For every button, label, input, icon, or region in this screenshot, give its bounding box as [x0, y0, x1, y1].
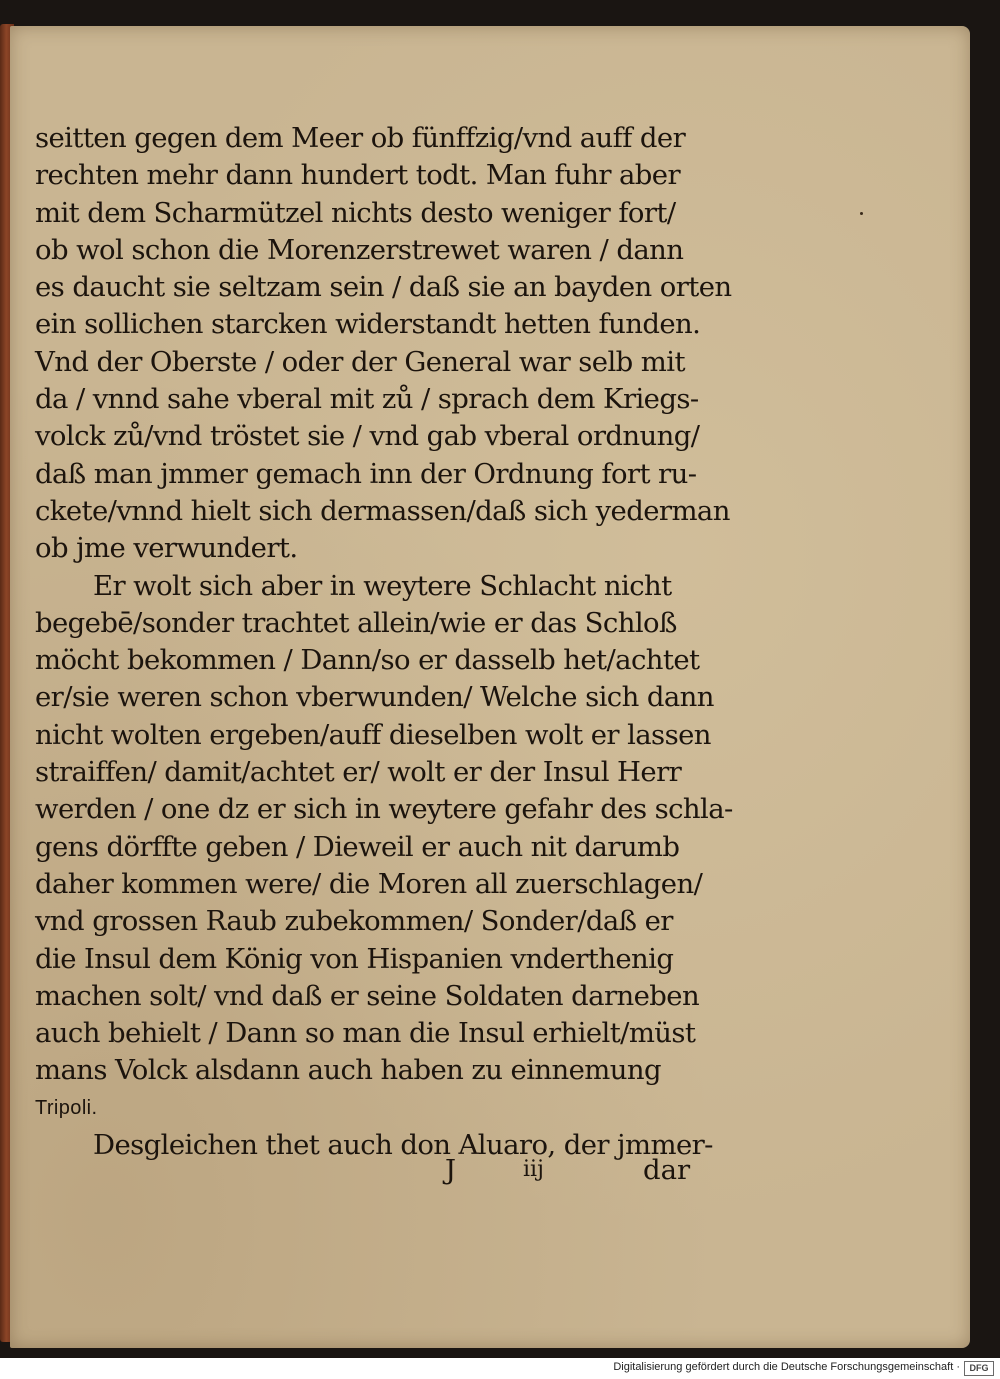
text-line-tripoli: Tripoli. — [35, 1096, 98, 1119]
ink-speck — [860, 212, 863, 215]
text-line: nicht wolten ergeben/auff dieselben wolt er lassen — [35, 718, 711, 751]
text-line: daher kommen were/ die Moren all zuerschlagen/ — [35, 867, 703, 900]
text-line: machen solt/ vnd daß er seine Soldaten darneben — [35, 979, 700, 1012]
dfg-logo-icon: DFG — [964, 1361, 994, 1376]
text-line: ob wol schon die Morenzerstrewet waren / dann — [35, 233, 684, 266]
text-line: auch behielt / Dann so man die Insul erhielt/müst — [35, 1017, 696, 1050]
signature-mark: J — [445, 1154, 457, 1186]
text-line: da / vnnd sahe vberal mit zů / sprach dem Kriegs- — [35, 383, 699, 416]
text-line: daß man jmmer gemach inn der Ordnung fort ru- — [35, 457, 697, 490]
text-line: ob jme verwundert. — [35, 532, 298, 565]
text-line: rechten mehr dann hundert todt. Man fuhr aber — [35, 159, 681, 192]
text-line: ckete/vnnd hielt sich dermassen/daß sich yederman — [35, 494, 730, 527]
text-line: gens dörffte geben / Dieweil er auch nit darumb — [35, 830, 680, 863]
footer-bar — [0, 1358, 1000, 1379]
text-line: volck zů/vnd tröstet sie / vnd gab vberal ordnung/ — [35, 420, 700, 453]
footer-credit: Digitalisierung gefördert durch die Deutsche Forschungsgemeinschaft · — [613, 1361, 960, 1373]
text-line: seitten gegen dem Meer ob fünffzig/vnd auff der — [35, 122, 686, 154]
text-line: er/sie weren schon vberwunden/ Welche sich dann — [35, 681, 714, 714]
paragraph-start-line: Desgleichen thet auch don Aluaro, der jmmer- — [93, 1129, 713, 1162]
text-line: ein sollichen starcken widerstandt hetten funden. — [35, 308, 701, 341]
signature-line — [435, 1152, 695, 1188]
text-line: straiffen/ damit/achtet er/ wolt er der Insul Herr — [35, 756, 682, 789]
text-line: möcht bekommen / Dann/so er dasselb het/achtet — [35, 644, 700, 677]
book-page — [10, 26, 970, 1348]
text-line: vnd grossen Raub zubekommen/ Sonder/daß er — [35, 905, 673, 938]
paragraph-start-line: Er wolt sich aber in weytere Schlacht nicht — [93, 569, 672, 602]
text-line: mit dem Scharmützel nichts desto weniger fort/ — [35, 196, 676, 229]
page-text-block — [35, 120, 733, 1164]
text-line: begebē/sonder trachtet allein/wie er das Schloß — [35, 606, 677, 639]
text-line: werden / one dz er sich in weytere gefahr des schla- — [35, 793, 733, 826]
text-line: mans Volck alsdann auch haben zu einnemung — [35, 1054, 662, 1087]
text-line: Vnd der Oberste / oder der General war selb mit — [35, 345, 685, 378]
catchword: dar — [643, 1154, 691, 1186]
text-line: es daucht sie seltzam sein / daß sie an bayden orten — [35, 271, 732, 304]
signature-number: iij — [523, 1157, 544, 1182]
text-line: die Insul dem König von Hispanien vnderthenig — [35, 942, 674, 975]
